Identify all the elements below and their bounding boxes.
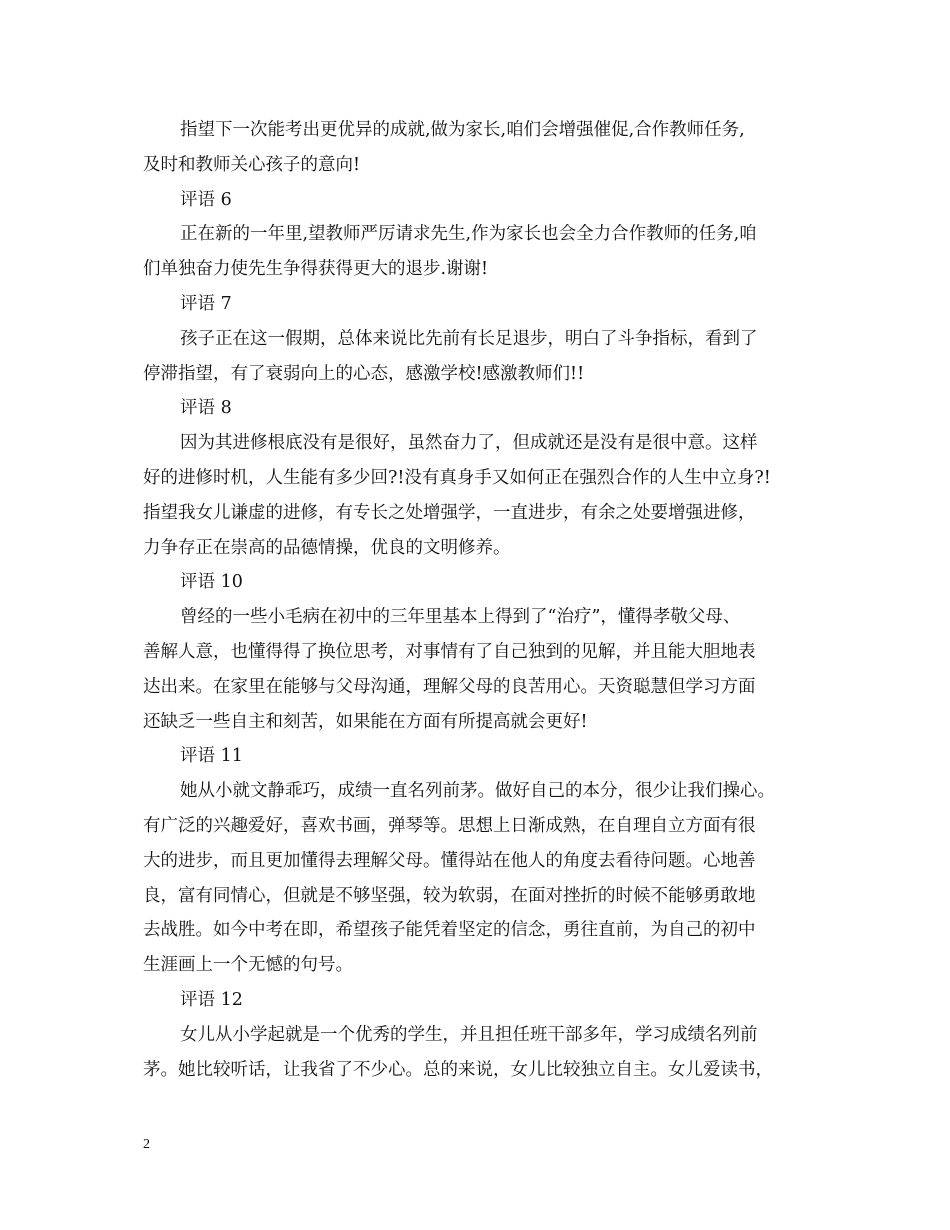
paragraph-line: 因为其进修根底没有是很好，虽然奋力了，但成就还是没有是很中意。这样	[180, 433, 758, 454]
paragraph-line: 茅。她比较听话，让我省了不少心。总的来说，女儿比较独立自主。女儿爱读书，	[143, 1059, 773, 1080]
paragraph-line: 生涯画上一个无憾的句号。	[143, 955, 353, 976]
paragraph-line: 还缺乏一些自主和刻苦，如果能在方面有所提高就会更好!	[143, 711, 588, 732]
section-heading: 评语 10	[180, 572, 243, 593]
paragraph-line: 她从小就文静乖巧，成绩一直名列前茅。做好自己的本分，很少让我们操心。	[180, 781, 775, 802]
paragraph-line: 停滞指望，有了衰弱向上的心态，感激学校!感激教师们!!	[143, 363, 585, 384]
paragraph-line: 正在新的一年里,望教师严厉请求先生,作为家长也会全力合作教师的任务,咱	[180, 224, 757, 245]
paragraph-line: 及时和教师关心孩子的意向!	[143, 154, 361, 175]
paragraph-line: 去战胜。如今中考在即，希望孩子能凭着坚定的信念，勇往直前，为自己的初中	[143, 920, 756, 941]
paragraph-line: 良，富有同情心，但就是不够坚强，较为软弱，在面对挫折的时候不能够勇敢地	[143, 885, 756, 906]
section-heading: 评语 7	[180, 293, 232, 314]
section-heading: 评语 12	[180, 989, 243, 1010]
document-body	[143, 113, 823, 1087]
paragraph-line: 大的进步，而且更加懂得去理解父母。懂得站在他人的角度去看待问题。心地善	[143, 850, 756, 871]
section-heading: 评语 6	[180, 189, 232, 210]
paragraph-line: 力争存正在崇高的品德情操，优良的文明修养。	[143, 537, 511, 558]
page-number: 2	[143, 1137, 150, 1152]
paragraph-line: 女儿从小学起就是一个优秀的学生，并且担任班干部多年，学习成绩名列前	[180, 1024, 758, 1045]
paragraph-line: 有广泛的兴趣爱好，喜欢书画，弹琴等。思想上日渐成熟，在自理自立方面有很	[143, 815, 756, 836]
paragraph-line: 指望我女儿谦虚的进修，有专长之处增强学，一直进步，有余之处要增强进修，	[143, 502, 756, 523]
paragraph-line: 们单独奋力使先生争得获得更大的退步.谢谢!	[143, 259, 489, 280]
paragraph-line: 孩子正在这一假期，总体来说比先前有长足退步，明白了斗争指标，看到了	[180, 328, 758, 349]
paragraph-line: 达出来。在家里在能够与父母沟通，理解父母的良苦用心。天资聪慧但学习方面	[143, 676, 756, 697]
paragraph-line: 善解人意，也懂得得了换位思考，对事情有了自己独到的见解，并且能大胆地表	[143, 641, 756, 662]
section-heading: 评语 11	[180, 746, 243, 767]
paragraph-line: 指望下一次能考出更优异的成就,做为家长,咱们会增强催促,合作教师任务,	[180, 120, 745, 140]
paragraph-line: 曾经的一些小毛病在初中的三年里基本上得到了“治疗”，懂得孝敬父母、	[180, 607, 741, 628]
paragraph-line: 好的进修时机，人生能有多少回?!没有真身手又如何正在强烈合作的人生中立身?!	[143, 467, 771, 488]
section-heading: 评语 8	[180, 398, 232, 419]
